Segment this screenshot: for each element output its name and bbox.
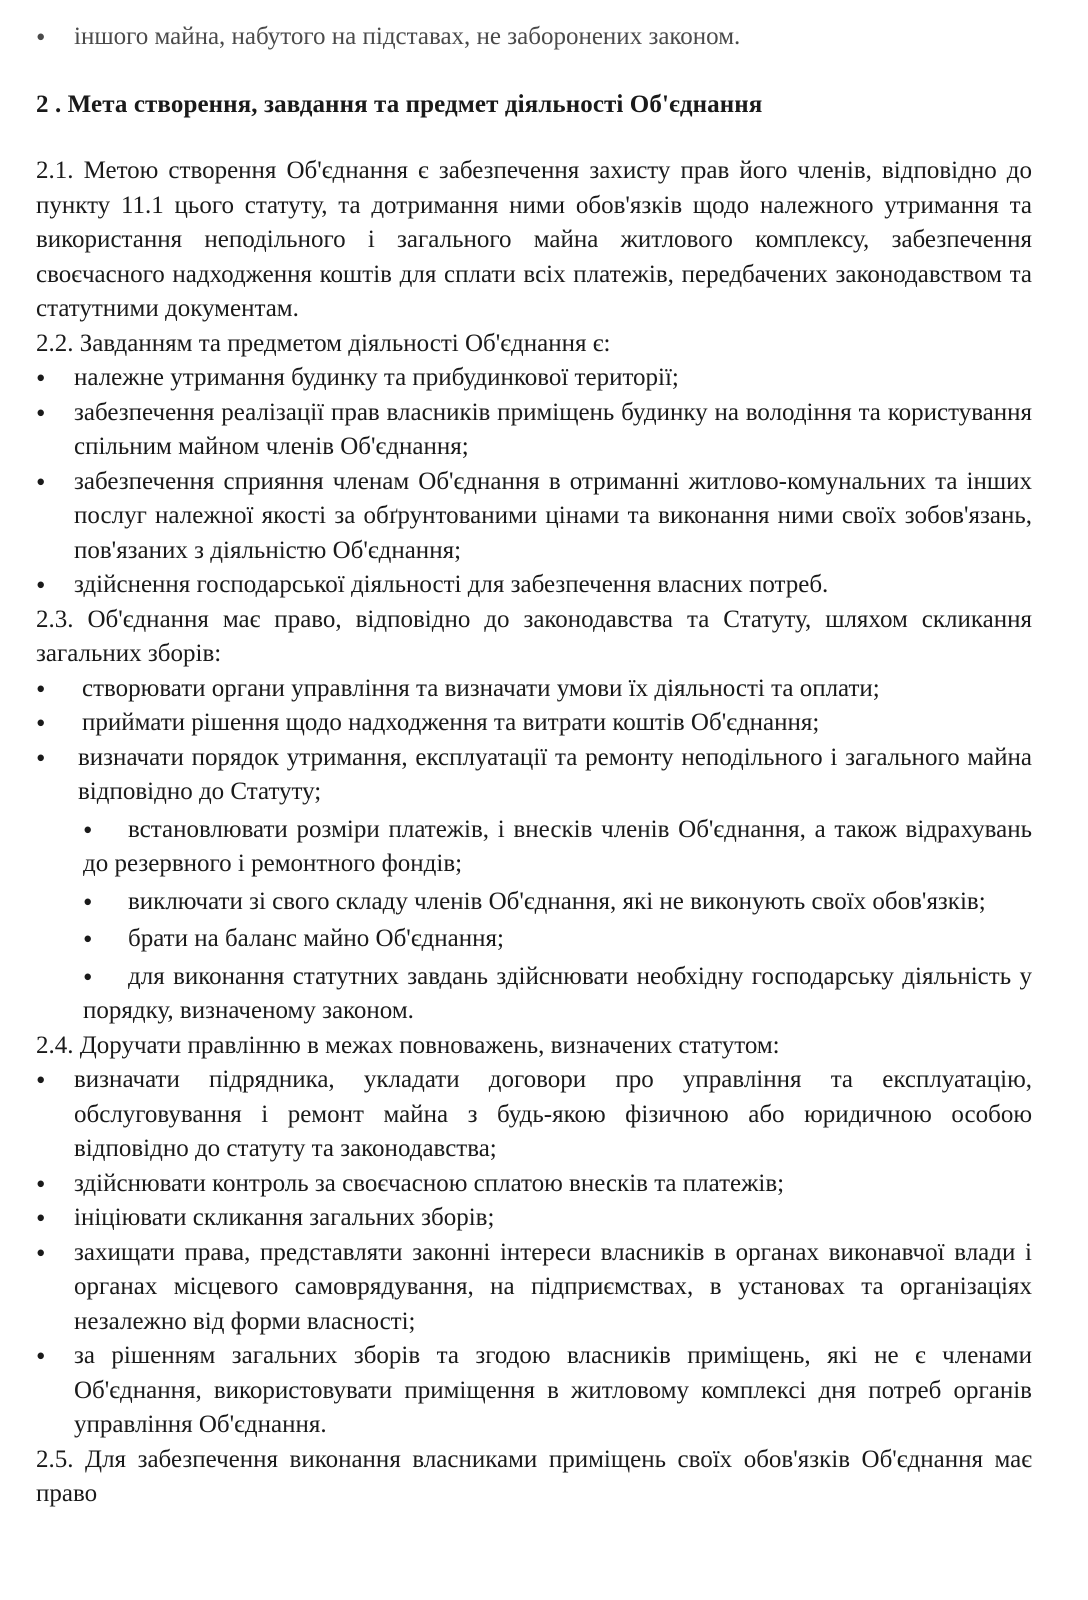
list-2-3 (36, 672, 1032, 810)
paragraph-2-5: 2.5. Для забезпечення виконання власниками приміщень своїх обов'язків Об'єднання має право (36, 1445, 1032, 1507)
list-item: • визначати підрядника, укладати договори про управління та експлуатацію, обслуговування і ремонт майна з будь-якою фізичною або юридичною особою відповідно до статуту та законодавства; (36, 1063, 1032, 1167)
bullet-icon: • (83, 814, 93, 845)
bullet-icon: • (83, 886, 93, 917)
list-item: • належне утримання будинку та прибудинкової території; (36, 361, 1032, 396)
list-item: • здійснення господарської діяльності для забезпечення власних потреб. (36, 568, 1032, 603)
list-item: • забезпечення реалізації прав власників приміщень будинку на володіння та користування спільним майном членів Об'єднання; (36, 396, 1032, 465)
section-heading: 2 . Мета створення, завдання та предмет діяльності Об'єднання (36, 90, 763, 118)
sub-list-item: • для виконання статутних завдань здійснювати необхідну господарську діяльність у порядку, визначеному законом. (83, 961, 1032, 1024)
top-bullet-list (36, 20, 1032, 55)
list-item: • забезпечення сприяння членам Об'єднання в отриманні житлово-комунальних та інших послуг належної якості за обґрунтованими цінами та виконання ними своїх зобов'язань, пов'язаних з діяльністю Об'єднання; (36, 465, 1032, 569)
list-item: • визначати порядок утримання, експлуатації та ремонту неподільного і загального майна відповідно до Статуту; (36, 741, 1032, 810)
list-2-4 (36, 1063, 1032, 1443)
sub-list-item: • встановлювати розміри платежів, і внесків членів Об'єднання, а також відрахувань до резервного і ремонтного фондів; (83, 814, 1032, 877)
paragraph-2-3: 2.3. Об'єднання має право, відповідно до законодавства та Статуту, шляхом скликання загальних зборів: (36, 605, 1032, 667)
paragraph-2-4: 2.4. Доручати правлінню в межах повноважень, визначених статутом: (36, 1031, 780, 1059)
list-item: • іншого майна, набутого на підставах, не заборонених законом. (36, 20, 1032, 55)
paragraph-2-2: 2.2. Завданням та предметом діяльності Об'єднання є: (36, 329, 611, 357)
list-item: • за рішенням загальних зборів та згодою власників приміщень, які не є членами Об'єднання, використовувати приміщення в житловому комплексі дня потреб органів управління Об'єднання. (36, 1339, 1032, 1443)
list-item: • приймати рішення щодо надходження та витрати коштів Об'єднання; (36, 706, 1032, 741)
list-item: • здійснювати контроль за своєчасною сплатою внесків та платежів; (36, 1167, 1032, 1202)
list-2-2 (36, 361, 1032, 603)
sub-list-item: • виключати зі свого складу членів Об'єднання, які не виконують своїх обов'язків; (83, 885, 1032, 920)
bullet-icon: • (83, 924, 93, 954)
sub-list-item: • брати на баланс майно Об'єднання; (83, 922, 1032, 957)
list-item: • ініціювати скликання загальних зборів; (36, 1201, 1032, 1236)
list-item: • створювати органи управління та визначати умови їх діяльності та оплати; (36, 672, 1032, 707)
bullet-icon: • (83, 961, 93, 992)
document-page (36, 20, 1032, 1512)
paragraph-2-1: 2.1. Метою створення Об'єднання є забезпечення захисту прав його членів, відповідно до пункту 11.1 цього статуту, та дотримання ними обов'язків щодо належного утримання та використання неподільного і загального майна житлового комплексу, забезпечення своєчасного надходження коштів для сплати всіх платежів, передбачених законодавством та статутними документам. (36, 157, 1032, 322)
list-item: • захищати права, представляти законні інтереси власників в органах виконавчої влади і органах місцевого самоврядування, на підприємствах, в установах та організаціях незалежно від форми власності; (36, 1236, 1032, 1340)
